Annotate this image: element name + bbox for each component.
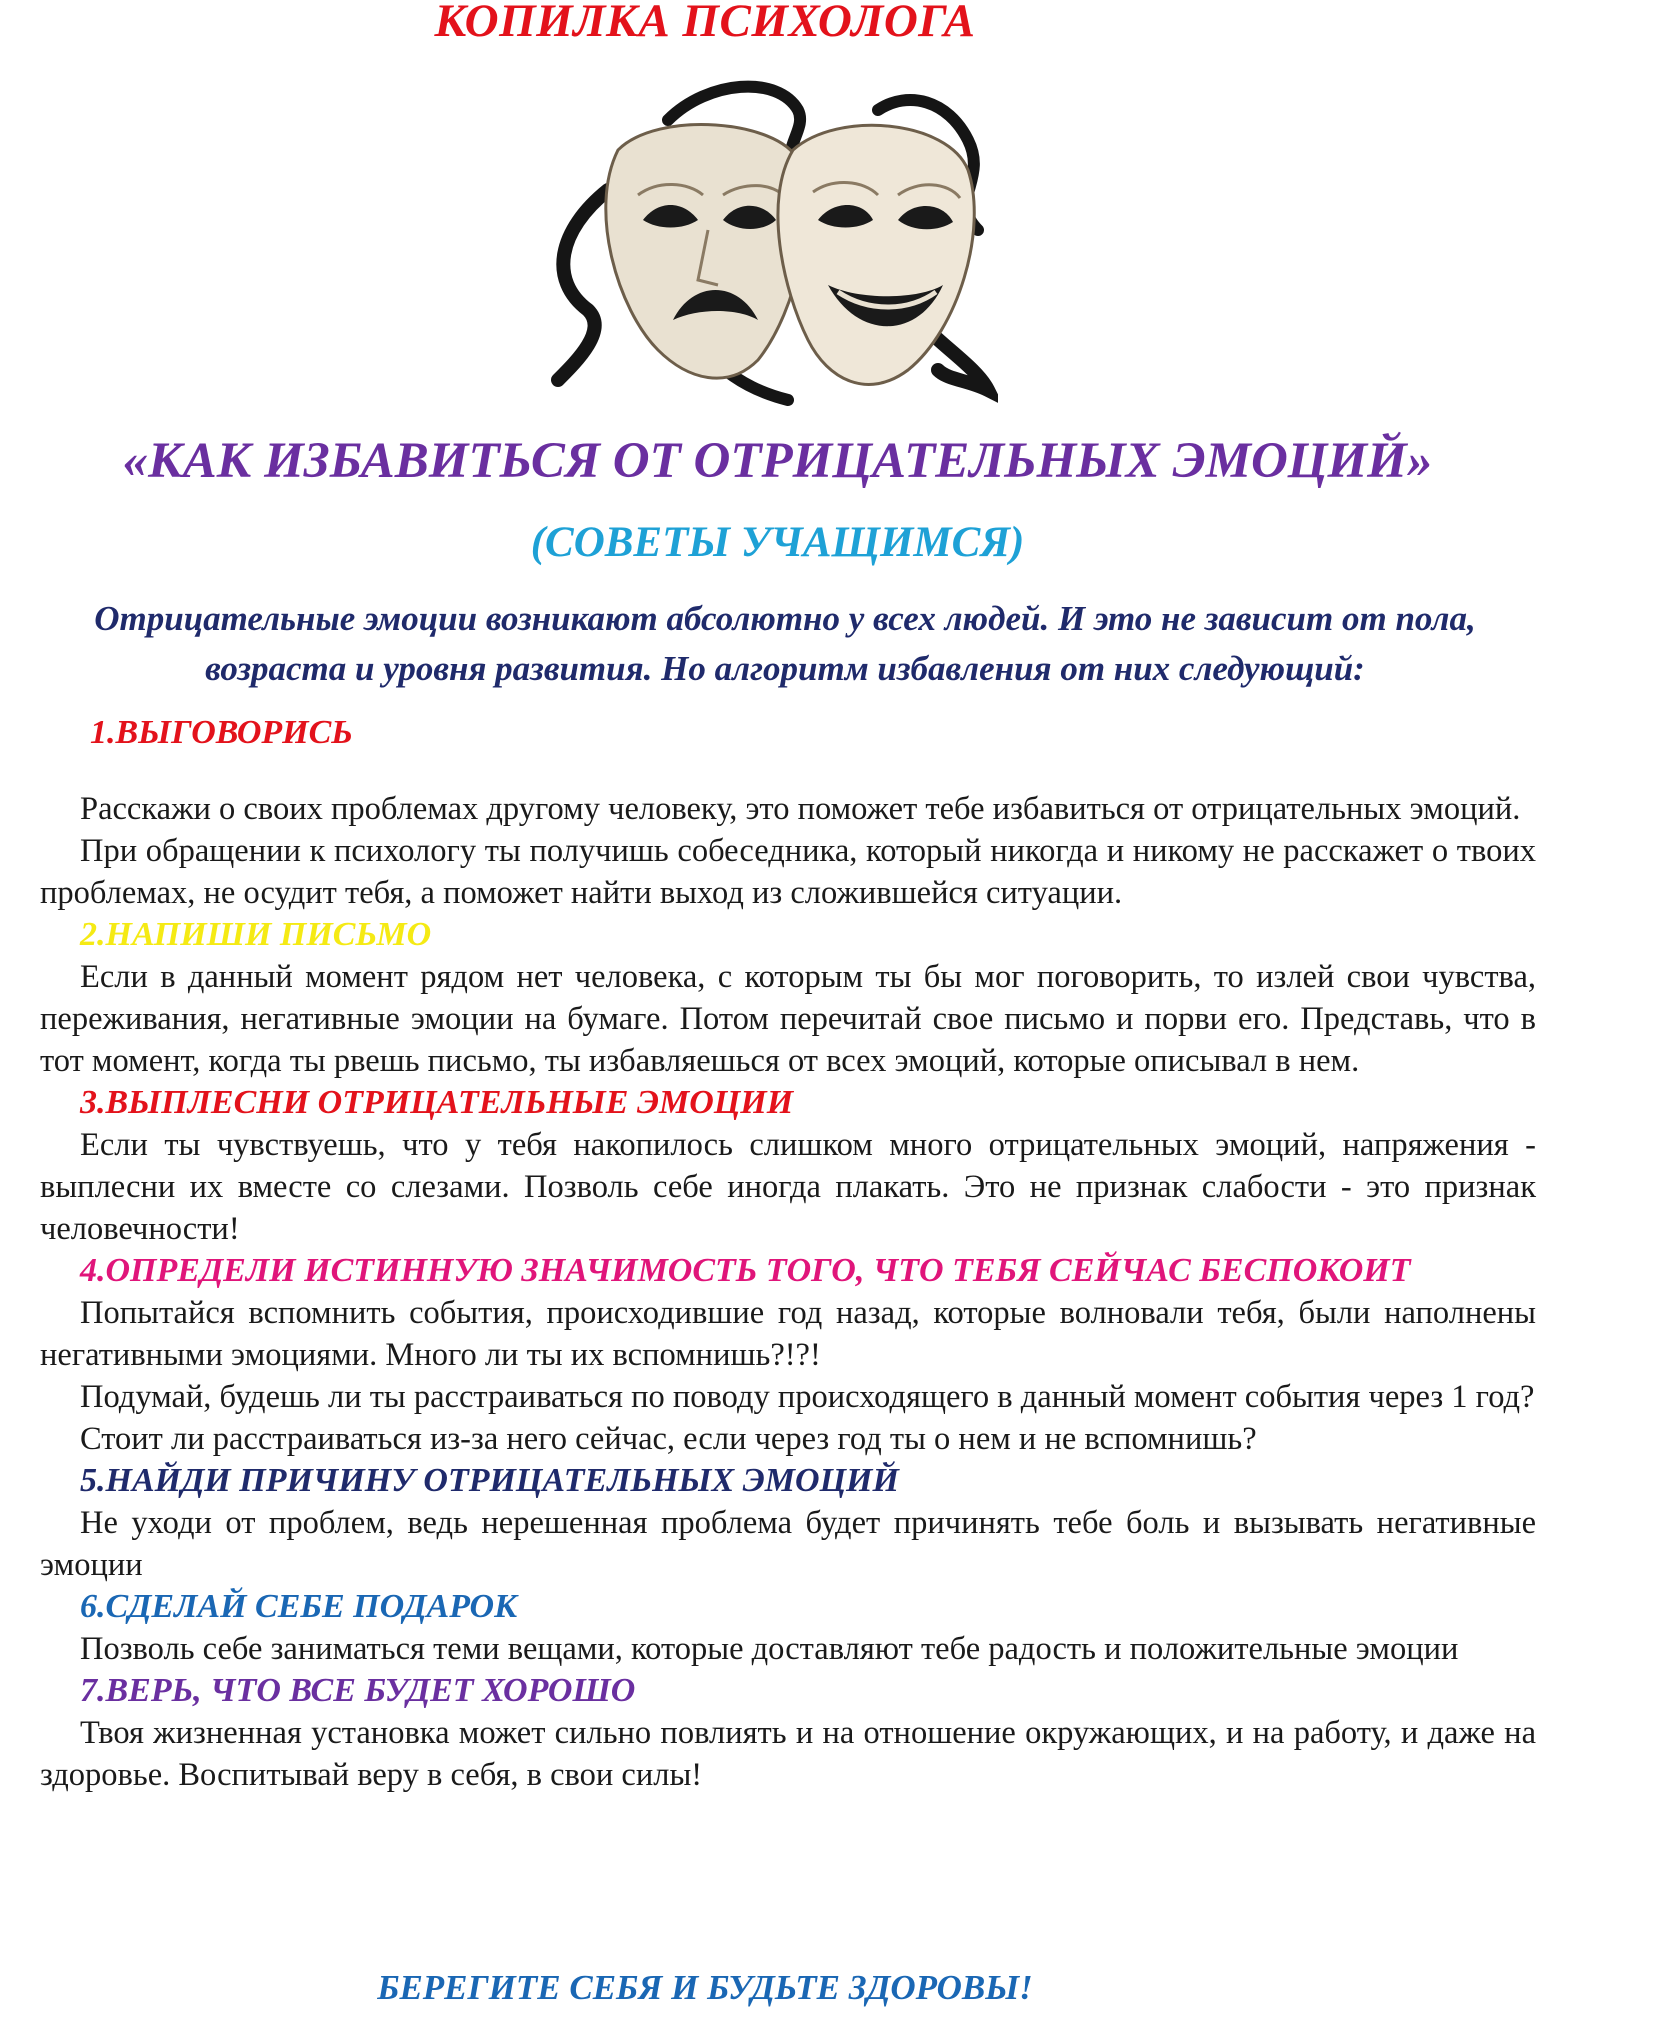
section-paragraph: Расскажи о своих проблемах другому человеку, это поможет тебе избавиться от отрицательных эмоций.: [80, 791, 1521, 827]
section-4: [40, 1250, 1536, 1460]
theatre-masks-icon: [548, 80, 998, 410]
section-paragraph: Если в данный момент рядом нет человека, с которым ты бы мог поговорить, то излей свои чувства, переживания, негативные эмоции на бумаге. Потом перечитай свое письмо и порви его. Представь, что в тот момент, когда ты рвешь письмо, ты избавляешься от всех эмоций, которые описывал в нем.: [40, 959, 1536, 1079]
header-title: КОПИЛКА ПСИХОЛОГА: [434, 0, 976, 47]
section-heading: 4.ОПРЕДЕЛИ ИСТИННУЮ ЗНАЧИМОСТЬ ТОГО, ЧТО ТЕБЯ СЕЙЧАС БЕСПОКОИТ: [80, 1252, 1411, 1289]
section-heading: 7.ВЕРЬ, ЧТО ВСЕ БУДЕТ ХОРОШО: [80, 1672, 636, 1709]
section-paragraph: Стоит ли расстраиваться из-за него сейчас, если через год ты о нем и не вспомнишь?: [80, 1421, 1257, 1457]
section-heading: 5.НАЙДИ ПРИЧИНУ ОТРИЦАТЕЛЬНЫХ ЭМОЦИЙ: [80, 1462, 899, 1499]
section-heading: 6.СДЕЛАЙ СЕБЕ ПОДАРОК: [80, 1588, 518, 1625]
footer-slogan: БЕРЕГИТЕ СЕБЯ И БУДЬТЕ ЗДОРОВЫ!: [377, 1968, 1033, 2007]
section-heading: 2.НАПИШИ ПИСЬМО: [80, 916, 432, 953]
section-paragraph: Позволь себе заниматься теми вещами, которые доставляют тебе радость и положительные эмоции: [80, 1631, 1459, 1667]
section-2: [40, 914, 1536, 1082]
section-heading: 1.ВЫГОВОРИСЬ: [90, 714, 353, 751]
subtitle: (СОВЕТЫ УЧАЩИМСЯ): [530, 519, 1025, 566]
section-paragraph: Попытайся вспомнить события, происходившие год назад, которые волновали тебя, были наполнены негативными эмоциями. Много ли ты их вспомнишь?!?!: [40, 1295, 1536, 1373]
section-heading: 3.ВЫПЛЕСНИ ОТРИЦАТЕЛЬНЫЕ ЭМОЦИИ: [80, 1084, 794, 1121]
section-paragraph: Не уходи от проблем, ведь нерешенная проблема будет причинять тебе боль и вызывать негативные эмоции: [40, 1505, 1536, 1583]
section-7: [40, 1670, 1536, 1796]
section-paragraph: Подумай, будешь ли ты расстраиваться по поводу происходящего в данный момент события через 1 год?: [80, 1379, 1535, 1415]
advice-list: [40, 712, 1536, 1796]
main-title: «КАК ИЗБАВИТЬСЯ ОТ ОТРИЦАТЕЛЬНЫХ ЭМОЦИЙ»: [122, 433, 1433, 489]
section-3: [40, 1082, 1536, 1250]
section-1: [40, 712, 1536, 914]
intro-text: Отрицательные эмоции возникают абсолютно у всех людей. И это не зависит от пола, возраста и уровня развития. Но алгоритм избавления от них следующий:: [94, 599, 1476, 688]
section-5: [40, 1460, 1536, 1586]
section-6: [40, 1586, 1536, 1670]
section-paragraph: Твоя жизненная установка может сильно повлиять и на отношение окружающих, и на работу, и даже на здоровье. Воспитывай веру в себя, в свои силы!: [40, 1715, 1536, 1793]
section-paragraph: Если ты чувствуешь, что у тебя накопилось слишком много отрицательных эмоций, напряжения - выплесни их вместе со слезами. Позволь себе иногда плакать. Это не признак слабости - это признак человечности!: [40, 1127, 1536, 1247]
section-paragraph: При обращении к психологу ты получишь собеседника, который никогда и никому не расскажет о твоих проблемах, не осудит тебя, а поможет найти выход из сложившейся ситуации.: [40, 833, 1536, 911]
